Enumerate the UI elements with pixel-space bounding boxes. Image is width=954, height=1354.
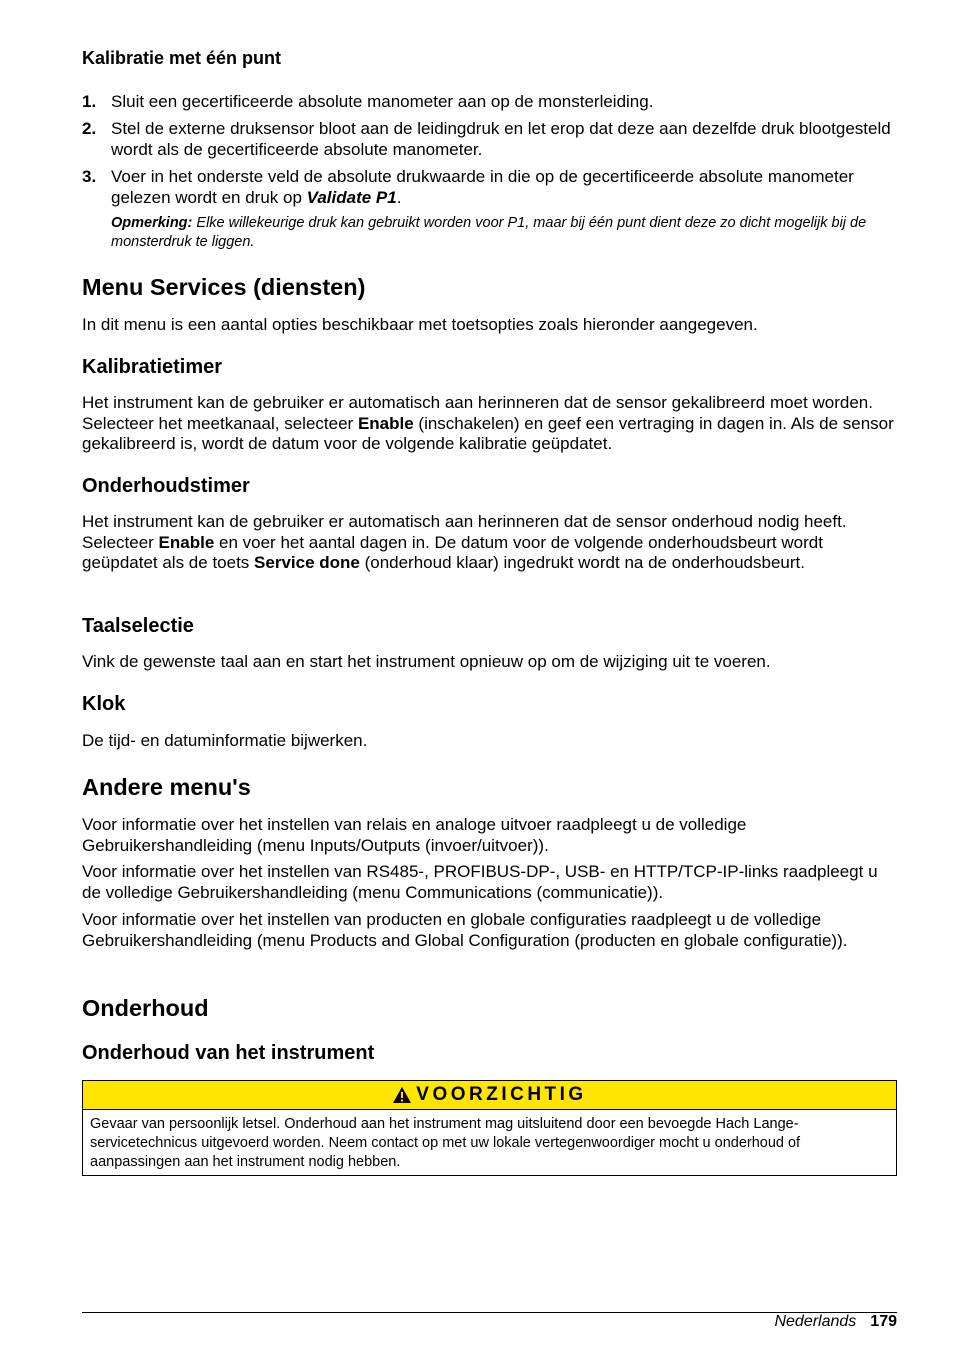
validate-p1-label: Validate P1 xyxy=(306,187,397,207)
menu-services-heading: Menu Services (diensten) xyxy=(82,274,366,300)
step-1 xyxy=(82,92,897,113)
page-number: 179 xyxy=(870,1313,897,1330)
onderhoud-heading: Onderhoud xyxy=(82,995,209,1021)
text-part: Het instrument kan de gebruiker er automatisch aan herinneren dat de sensor onderhoud nodig heeft. Selecteer xyxy=(82,512,847,552)
step-text: Sluit een gecertificeerde absolute manometer aan op de monsterleiding. xyxy=(111,92,654,111)
step-text-part: . xyxy=(396,187,402,207)
service-done-label: Service done xyxy=(254,553,360,573)
enable-label: Enable xyxy=(357,413,414,433)
note-label: Opmerking: xyxy=(111,215,193,231)
caution-text: Gevaar van persoonlijk letsel. Onderhoud aan het instrument mag uitsluitend door een bevoegde Hach Lange-servicetechnicus uitgevoerd worden. Neem contact op met uw lokale vertegenwoordiger mocht u onderhoud of aanpassingen aan het instrument nodig hebben. xyxy=(90,1116,801,1170)
kalibratietimer-text xyxy=(82,393,897,455)
andere-menus-p2: Voor informatie over het instellen van RS485-, PROFIBUS-DP-, USB- en HTTP/TCP-IP-links raadpleegt u de volledige Gebruikershandleiding (menu Communications (communicatie)). xyxy=(82,862,878,902)
step-number: 3. xyxy=(82,167,97,186)
enable-label: Enable xyxy=(158,532,215,552)
page-footer xyxy=(774,1313,897,1331)
onderhoud-subheading: Onderhoud van het instrument xyxy=(82,1042,375,1064)
caution-label: VOORZICHTIG xyxy=(416,1084,587,1105)
text-part: Het instrument kan de gebruiker er automatisch aan herinneren dat de sensor gekalibreerd moet worden. Selecteer het meetkanaal, selecteer xyxy=(82,393,873,433)
calibration-note xyxy=(111,214,897,251)
step-text xyxy=(111,167,897,208)
andere-menus-heading: Andere menu's xyxy=(82,774,251,800)
text-part: (onderhoud klaar) ingedrukt wordt na de onderhoudsbeurt. xyxy=(359,553,805,573)
step-3 xyxy=(82,167,897,208)
note-text: Elke willekeurige druk kan gebruikt worden voor P1, maar bij één punt dient deze zo dicht mogelijk bij de monsterdruk te liggen. xyxy=(111,215,867,250)
caution-header xyxy=(83,1081,896,1110)
text-part: (inschakelen) en geef een vertraging in dagen in. Als de sensor gekalibreerd is, wordt de datum voor de volgende kalibratie geüpdatet. xyxy=(82,413,894,454)
taalselectie-heading: Taalselectie xyxy=(82,615,194,637)
onderhoudstimer-heading: Onderhoudstimer xyxy=(82,475,250,497)
onderhoudstimer-text xyxy=(82,512,897,574)
step-text-part: Voer in het onderste veld de absolute drukwaarde in die op de gecertificeerde absolute manometer gelezen wordt en druk op xyxy=(111,167,854,207)
klok-text: De tijd- en datuminformatie bijwerken. xyxy=(82,731,368,750)
calibration-heading: Kalibratie met één punt xyxy=(82,48,282,68)
taalselectie-text: Vink de gewenste taal aan en start het instrument opnieuw op om de wijziging uit te voeren. xyxy=(82,652,771,671)
caution-box xyxy=(82,1080,897,1176)
text-part: en voer het aantal dagen in. De datum voor de volgende onderhoudsbeurt wordt geüpdatet als de toets xyxy=(82,532,823,573)
footer-language: Nederlands xyxy=(774,1313,857,1330)
step-number: 1. xyxy=(82,92,97,111)
step-2 xyxy=(82,119,897,160)
andere-menus-p3: Voor informatie over het instellen van producten en globale configuraties raadpleegt u de volledige Gebruikershandleiding (menu Products and Global Configuration (producten en globale configuratie)). xyxy=(82,910,848,950)
menu-services-intro: In dit menu is een aantal opties beschikbaar met toetsopties zoals hieronder aangegeven. xyxy=(82,315,758,334)
kalibratietimer-heading: Kalibratietimer xyxy=(82,356,223,378)
step-text: Stel de externe druksensor bloot aan de leidingdruk en let erop dat deze aan dezelfde druk blootgesteld wordt als de gecertificeerde absolute manometer. xyxy=(111,119,891,159)
klok-heading: Klok xyxy=(82,693,126,715)
andere-menus-p1: Voor informatie over het instellen van relais en analoge uitvoer raadpleegt u de volledige Gebruikershandleiding (menu Inputs/Outputs (invoer/uitvoer)). xyxy=(82,815,747,855)
warning-triangle-icon xyxy=(392,1086,412,1104)
step-number: 2. xyxy=(82,119,97,138)
